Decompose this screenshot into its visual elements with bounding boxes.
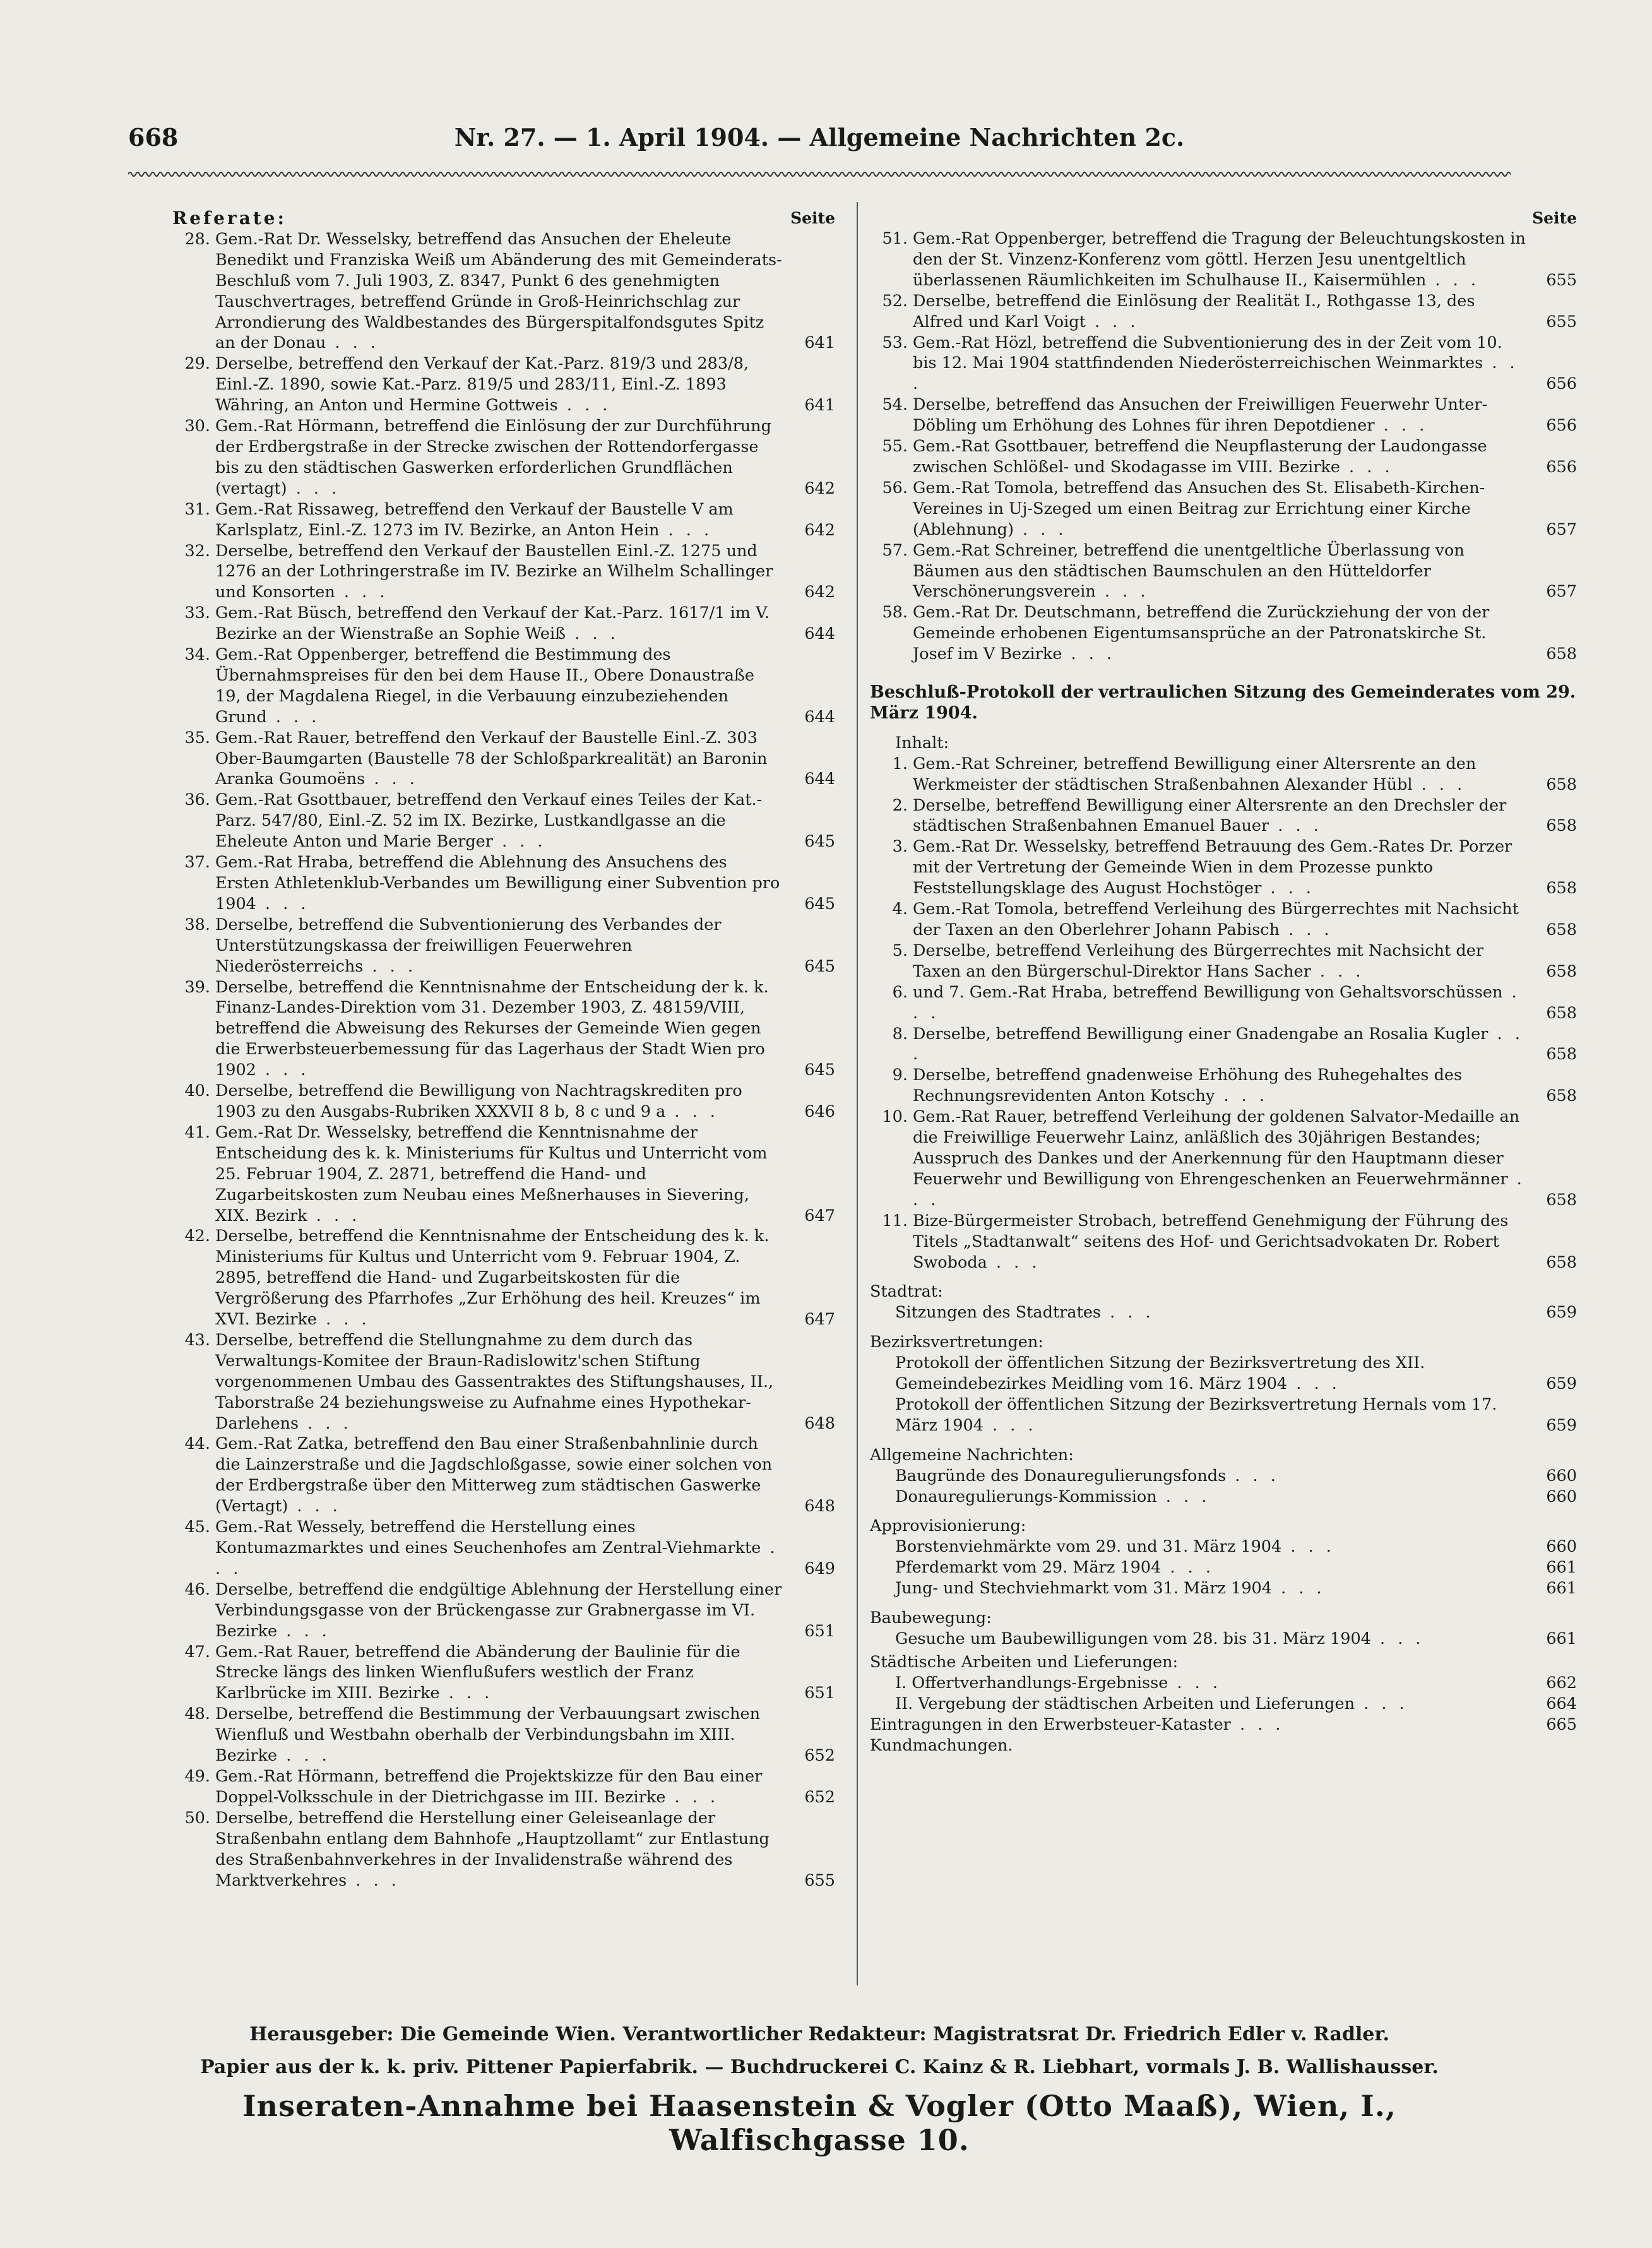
page-reference: 652 — [804, 1787, 835, 1807]
toc-entry — [172, 416, 835, 499]
toc-entry — [870, 291, 1577, 333]
toc-entry — [172, 354, 835, 416]
entry-text: Derselbe, betreffend den Verkauf der Baustellen Einl.-Z. 1275 und 1276 an der Lothringerstraße im IV. Bezirke an Wilhelm Schallinger und Konsorten — [215, 541, 773, 602]
leader-dots: . . . — [439, 1684, 494, 1703]
entry-text: Pferdemarkt vom 29. März 1904 — [895, 1558, 1162, 1578]
entry-text: und 7. Gem.-Rat Hraba, betreffend Bewilligung von Gehaltsvorschüssen — [913, 982, 1503, 1002]
page-reference: 658 — [1546, 1003, 1577, 1023]
toc-entry — [870, 602, 1577, 665]
entry-number: 4. — [892, 900, 908, 919]
page-reference: 656 — [1546, 416, 1577, 436]
entry-number: 39. — [184, 977, 210, 997]
leader-dots: . . . — [256, 1061, 310, 1080]
entry-number: 2. — [892, 795, 908, 815]
entry-number: 10. — [882, 1107, 908, 1127]
toc-entry — [172, 852, 835, 915]
leader-dots: . . . — [983, 1415, 1037, 1435]
entry-text: Donauregulierungs-Kommission — [895, 1487, 1157, 1506]
leader-dots: . . . — [1374, 416, 1429, 436]
entry-number: 53. — [882, 333, 908, 352]
toc-entry — [870, 229, 1577, 291]
tail-entry — [870, 1735, 1577, 1756]
page-reference: 648 — [804, 1497, 835, 1516]
page-reference: 651 — [804, 1684, 835, 1703]
page-reference: 651 — [804, 1621, 835, 1641]
page-reference: 644 — [804, 707, 835, 727]
toc-entry — [172, 1517, 835, 1579]
entry-text: Derselbe, betreffend die Stellungnahme zu dem durch das Verwaltungs-Komitee der Braun-Radislowitz'schen Stiftung vorgenommenen Umbau des Gassentraktes des Stiftungshauses, II., Taborstraße 24 beziehungsweise zu Aufnahme eines Hypothekar-Darlehens — [215, 1330, 774, 1433]
entry-number: 52. — [882, 291, 908, 311]
entry-text: Protokoll der öffentlichen Sitzung der Bezirksvertretung Hernals vom 17. März 1904 — [895, 1395, 1497, 1435]
entry-text: Kundmachungen. — [870, 1735, 1013, 1755]
leader-dots: . . . — [557, 396, 612, 415]
tail-entry — [870, 1715, 1577, 1735]
toc-entry — [172, 1642, 835, 1704]
toc-entry — [870, 333, 1577, 395]
entry-text: Protokoll der öffentlichen Sitzung der Bezirksvertretung des XII. Gemeindebezirkes Meidling vom 16. März 1904 — [895, 1353, 1425, 1394]
toc-entry — [172, 977, 835, 1081]
page-reference: 658 — [1546, 961, 1577, 981]
leader-dots: . . . — [665, 1787, 720, 1807]
page-reference: 647 — [804, 1206, 835, 1225]
entry-number: 9. — [892, 1066, 908, 1085]
entry-text: Gem.-Rat Hörmann, betreffend die Projektskizze für den Bau einer Doppel-Volksschule in der Dietrichgasse im III. Bezirke — [215, 1766, 763, 1807]
leader-dots: . . . — [987, 1252, 1041, 1272]
entry-number: 51. — [882, 229, 908, 248]
leader-dots: . . . — [1261, 879, 1315, 898]
page-reference: 646 — [804, 1102, 835, 1121]
leader-dots: . . . — [1287, 1374, 1341, 1394]
column-divider — [857, 202, 858, 1985]
entry-number: 57. — [882, 540, 908, 560]
entry-text: Gem.-Rat Hözl, betreffend die Subventionierung des in der Zeit vom 10. bis 12. Mai 1904 stattfindenden Niederösterreichischen Weinmarktes — [913, 333, 1502, 373]
leader-dots: . . . — [1412, 775, 1466, 794]
toc-entry — [172, 728, 835, 790]
page-reference: 641 — [804, 396, 835, 415]
entry-text: Eintragungen in den Erwerbsteuer-Kataster — [870, 1715, 1231, 1734]
entry-number: 1. — [892, 754, 908, 773]
toc-entry — [172, 229, 835, 354]
entry-number: 33. — [184, 604, 210, 623]
entry-text: Gem.-Rat Dr. Wesselsky, betreffend das Ansuchen der Eheleute Benedikt und Franziska Weiß um Abänderung des mit Gemeinderats-Beschluß vom 7. Juli 1903, Z. 8347, Punkt 6 des genehmigten Tauschvertrages, betreffend Gründe in Groß-Heinrichschlag zur Arrondierung des Waldbestandes des Bürgerspitalfondsgutes Spitz an der Donau — [215, 229, 782, 353]
protokoll-title: Beschluß-Protokoll der vertraulichen Sitzung des Gemeinderates vom 29. März 1904. — [870, 682, 1576, 723]
page-reference: 658 — [1546, 1252, 1577, 1272]
group-heading: Bezirksvertretungen: — [870, 1333, 1043, 1352]
page-reference: 658 — [1546, 775, 1577, 794]
entry-number: 3. — [892, 837, 908, 857]
entry-number: 31. — [184, 499, 210, 519]
leader-dots: . . . — [1230, 1715, 1285, 1734]
page-reference: 659 — [1546, 1303, 1577, 1323]
page-reference: 661 — [1546, 1579, 1577, 1598]
staedtische-heading: Städtische Arbeiten und Lieferungen: — [870, 1652, 1179, 1672]
group-entry — [870, 1395, 1577, 1436]
page-reference: 661 — [1546, 1558, 1577, 1578]
toc-entry — [172, 790, 835, 852]
entry-text: Derselbe, betreffend den Verkauf der Kat.-Parz. 819/3 und 283/8, Einl.-Z. 1890, sowie Kat.-Parz. 819/5 und 283/11, Einl.-Z. 1893 Währing, an Anton und Hermine Gottweis — [215, 354, 749, 415]
leader-dots: . . . — [1370, 1629, 1425, 1648]
footer-publisher: Herausgeber: Die Gemeinde Wien. Verantwortlicher Redakteur: Magistratsrat Dr. Friedrich Edler v. Radler. — [249, 2023, 1389, 2045]
staedtische-entry — [870, 1694, 1577, 1715]
referate-heading: Referate: — [172, 208, 287, 229]
page-title: Nr. 27. — 1. April 1904. — Allgemeine Nachrichten 2c. — [454, 123, 1185, 152]
page-reference: 656 — [1546, 457, 1577, 477]
leader-dots: . . . — [1426, 270, 1480, 290]
leader-dots: . . . — [1095, 582, 1150, 602]
toc-entry — [172, 1434, 835, 1517]
inhalt-entry — [870, 754, 1577, 795]
toc-entry — [870, 395, 1577, 436]
group-heading: Allgemeine Nachrichten: — [870, 1445, 1074, 1465]
entry-number: 35. — [184, 728, 210, 747]
group-entry — [870, 1557, 1577, 1578]
leader-dots: . . . — [256, 894, 310, 913]
leader-dots: . . . — [1101, 1303, 1155, 1323]
leader-dots: . . . — [659, 520, 713, 540]
toc-entry — [172, 1579, 835, 1642]
page-reference: 660 — [1546, 1466, 1577, 1485]
inhalt-label: Inhalt: — [895, 733, 949, 752]
page-reference: 645 — [804, 832, 835, 852]
page-reference: 662 — [1546, 1673, 1577, 1692]
entry-number: 40. — [184, 1081, 210, 1101]
page-reference: 644 — [804, 770, 835, 789]
entry-number: 28. — [184, 229, 210, 249]
entry-number: 29. — [184, 354, 210, 374]
toc-entry — [172, 1122, 835, 1227]
entry-text: Gem.-Rat Dr. Wesselsky, betreffend Betrauung des Gem.-Rates Dr. Porzer mit der Vertretung der Gemeinde Wien in dem Prozesse punkto Feststellungsklage des August Hochstöger — [913, 837, 1512, 898]
entry-text: Derselbe, betreffend gnadenweise Erhöhung des Ruhegehaltes des Rechnungsrevidenten Anton Kotschy — [913, 1066, 1463, 1106]
entry-number: 38. — [184, 915, 210, 934]
leader-dots: . . . — [665, 1102, 719, 1121]
entry-number: 41. — [184, 1122, 210, 1142]
left-column — [172, 208, 835, 1891]
page-reference: 658 — [1546, 879, 1577, 898]
leader-dots: . . . — [492, 832, 547, 852]
inhalt-entry — [870, 1211, 1577, 1273]
page-reference: 647 — [804, 1310, 835, 1329]
page-reference: 645 — [804, 956, 835, 976]
page-reference: 660 — [1546, 1487, 1577, 1506]
entry-number: 44. — [184, 1434, 210, 1454]
page-reference: 658 — [1546, 920, 1577, 939]
group-entry — [870, 1302, 1577, 1323]
toc-entry — [172, 915, 835, 977]
leader-dots: . . . — [287, 479, 341, 498]
entry-number: 8. — [892, 1024, 908, 1044]
page-reference: 641 — [804, 333, 835, 353]
entry-text: Gem.-Rat Dr. Deutschmann, betreffend die Zurückziehung der von der Gemeinde erhobenen Eigentumsansprüche an der Patronatskirche St. Josef im V Bezirke — [913, 603, 1490, 664]
entry-text: Derselbe, betreffend die Herstellung einer Geleiseanlage der Straßenbahn entlang dem Bahnhofe „Hauptzollamt“ zur Entlastung des Straßenbahnverkehres in der Invalidenstraße während des Marktverkehres — [215, 1808, 770, 1890]
entry-text: Derselbe, betreffend die Subventionierung des Verbandes der Unterstützungskassa der freiwilligen Feuerwehren Niederösterreichs — [215, 915, 722, 976]
entry-text: Derselbe, betreffend die Bewilligung von Nachtragskrediten pro 1903 zu den Ausgabs-Rubriken XXXVII 8 b, 8 c und 9 a — [215, 1081, 742, 1121]
entry-number: 47. — [184, 1642, 210, 1662]
toc-entry — [870, 436, 1577, 478]
page-reference: 656 — [1546, 374, 1577, 394]
toc-entry — [172, 541, 835, 604]
toc-entry — [172, 645, 835, 728]
inhalt-entry — [870, 836, 1577, 899]
page-reference: 658 — [1546, 1190, 1577, 1210]
leader-dots: . . . — [1168, 1673, 1221, 1692]
entry-text: Derselbe, betreffend die Kenntnisnahme der Entscheidung der k. k. Finanz-Landes-Direktion vom 31. Dezember 1903, Z. 48159/VIII, betreffend die Abweisung des Rekurses der Gemeinde Wien gegen die Erwerbsteuerbemessung für das Lagerhaus der Stadt Wien pro 1902 — [215, 977, 769, 1080]
leader-dots: . . . — [1269, 816, 1322, 836]
page-reference: 665 — [1546, 1715, 1577, 1734]
leader-dots: . . . — [1062, 645, 1116, 664]
page-reference: 655 — [804, 1870, 835, 1890]
leader-dots: . . . — [277, 1621, 331, 1641]
toc-entry — [172, 603, 835, 645]
entry-text: Gem.-Rat Tomola, betreffend Verleihung des Bürgerrechtes mit Nachsicht der Taxen an den Oberlehrer Johann Pabisch — [913, 900, 1519, 939]
leader-dots: . . . — [363, 956, 417, 976]
leader-dots: . . . — [913, 1024, 1524, 1064]
leader-dots: . . . — [347, 1870, 400, 1890]
entry-number: 54. — [882, 395, 908, 415]
entry-text: Gem.-Rat Oppenberger, betreffend die Tragung der Beleuchtungskosten in den der St. Vinzenz-Konferenz vom göttl. Herzen Jesu unentgeltlich überlassenen Räumlichkeiten im Schulhause II., Kaisermühlen — [913, 229, 1526, 290]
footer-advertising: Inseraten-Annahme bei Haasenstein & Vogler (Otto Maaß), Wien, I., Walfischgasse 10. — [242, 2089, 1396, 2157]
page-reference: 649 — [804, 1559, 835, 1578]
leader-dots: . . . — [299, 1413, 352, 1433]
group-heading: Stadtrat: — [870, 1282, 943, 1302]
leader-dots: . . . — [1013, 520, 1067, 539]
entry-number: 32. — [184, 541, 210, 561]
entry-number: 42. — [184, 1227, 210, 1246]
entry-text: Gem.-Rat Büsch, betreffend den Verkauf der Kat.-Parz. 1617/1 im V. Bezirke an der Wienstraße an Sophie Weiß — [215, 604, 770, 644]
page-reference: 645 — [804, 894, 835, 913]
inhalt-entry — [870, 941, 1577, 982]
leader-dots: . . . — [215, 1538, 779, 1578]
leader-dots: . . . — [1272, 1579, 1326, 1598]
entry-text: Gem.-Rat Dr. Wesselsky, betreffend die Kenntnisnahme der Entscheidung des k. k. Ministeriums für Kultus und Unterricht vom 25. Februar 1904, Z. 2871, betreffend die Hand- und Zugarbeitskosten zum Neubau eines Meßnerhauses in Sievering, XIX. Bezirk — [215, 1122, 768, 1225]
entry-number: 58. — [882, 603, 908, 622]
page-reference: 658 — [1546, 816, 1577, 836]
inhalt-entry — [870, 1107, 1577, 1211]
toc-entry — [870, 478, 1577, 540]
page-reference: 642 — [804, 583, 835, 602]
entry-number: 48. — [184, 1704, 210, 1724]
toc-entry — [172, 1226, 835, 1330]
leader-dots: . . . — [913, 1169, 1526, 1210]
group-entry — [870, 1466, 1577, 1487]
entry-text: Gem.-Rat Rauer, betreffend den Verkauf der Baustelle Einl.-Z. 303 Ober-Baumgarten (Baustelle 78 der Schloßparkrealität) an Baronin Aranka Goumoëns — [215, 728, 768, 789]
seite-label-right: Seite — [1532, 209, 1577, 227]
page-reference: 652 — [804, 1746, 835, 1766]
entry-text: Gem.-Rat Zatka, betreffend den Bau einer Straßenbahnlinie durch die Lainzerstraße und die Jagdschloßgasse, sowie einer solchen von der Erdbergstraße über den Mitterweg zum städtischen Gaswerke (Vertagt) — [215, 1434, 773, 1516]
entry-text: Derselbe, betreffend Verleihung des Bürgerrechtes mit Nachsicht der Taxen an den Bürgerschul-Direktor Hans Sacher — [913, 941, 1484, 981]
entry-text: Gem.-Rat Schreiner, betreffend Bewilligung einer Altersrente an den Werkmeister der städtischen Straßenbahnen Alexander Hübl — [913, 754, 1477, 794]
entry-text: Derselbe, betreffend das Ansuchen der Freiwilligen Feuerwehr Unter-Döbling um Erhöhung des Lohnes für ihren Depotdiener — [913, 395, 1488, 436]
entry-text: Gem.-Rat Gsottbauer, betreffend die Neupflasterung der Laudongasse zwischen Schlößel- und Skodagasse im VIII. Bezirke — [913, 437, 1487, 477]
leader-dots: . . . — [307, 1206, 361, 1225]
footer-printer: Papier aus der k. k. priv. Pittener Papierfabrik. — Buchdruckerei C. Kainz & R. Liebhart, vormals J. B. Wallishausser. — [200, 2056, 1439, 2078]
right-column — [870, 208, 1577, 1756]
entry-text: Sitzungen des Stadtrates — [895, 1303, 1102, 1323]
page-reference: 657 — [1546, 520, 1577, 539]
inhalt-entry — [870, 899, 1577, 941]
group-heading: Approvisionierung: — [870, 1516, 1026, 1536]
staedtische-entry — [870, 1673, 1577, 1694]
inhalt-entry — [870, 982, 1577, 1024]
entry-text: Gem.-Rat Oppenberger, betreffend die Bestimmung des Übernahmspreises für den bei dem Hause II., Obere Donaustraße 19, der Magdalena Riegel, in die Verbauung einzubeziehenden Grund — [215, 645, 755, 727]
page-reference: 660 — [1546, 1537, 1577, 1557]
leader-dots: . . . — [1355, 1694, 1408, 1713]
entry-text: Borstenviehmärkte vom 29. und 31. März 1904 — [895, 1537, 1282, 1557]
page-reference: 664 — [1546, 1694, 1577, 1713]
entry-text: I. Offertverhandlungs-Ergebnisse — [895, 1673, 1168, 1692]
entry-text: Gem.-Rat Wessely, betreffend die Herstellung eines Kontumazmarktes und eines Seuchenhofes am Zentral-Viehmarkte — [215, 1518, 761, 1557]
group-entry — [870, 1353, 1577, 1395]
seite-label-left: Seite — [790, 209, 835, 227]
entry-number: 37. — [184, 853, 210, 872]
group-entry — [870, 1537, 1577, 1557]
leader-dots: . . . — [277, 1746, 331, 1766]
inhalt-entry — [870, 1024, 1577, 1066]
page-reference: 658 — [1546, 645, 1577, 664]
entry-text: II. Vergebung der städtischen Arbeiten und Lieferungen — [895, 1694, 1355, 1713]
leader-dots: . . . — [1215, 1086, 1268, 1106]
wavy-rule — [128, 169, 1511, 179]
entry-number: 43. — [184, 1330, 210, 1350]
page-reference: 658 — [1546, 1086, 1577, 1106]
entry-number: 49. — [184, 1766, 210, 1786]
entry-text: Gesuche um Baubewilligungen vom 28. bis 31. März 1904 — [895, 1629, 1371, 1648]
page-reference: 657 — [1546, 582, 1577, 602]
leader-dots: . . . — [1280, 920, 1333, 939]
leader-dots: . . . — [1310, 961, 1365, 981]
leader-dots: . . . — [913, 982, 1521, 1023]
page-reference: 661 — [1546, 1629, 1577, 1648]
entry-text: Gem.-Rat Rauer, betreffend Verleihung der goldenen Salvator-Medaille an die Freiwillige Feuerwehr Lainz, anläßlich des 30jährigen Bestandes; Ausspruch des Dankes und der Anerkennung für den Hauptmann dieser Feuerwehr und Bewilligung von Ehrengeschenken an Feuerwehrmänner — [913, 1107, 1520, 1189]
leader-dots: . . . — [1156, 1487, 1211, 1506]
entry-text: Derselbe, betreffend Bewilligung einer Gnadengabe an Rosalia Kugler — [913, 1024, 1489, 1044]
entry-text: Gem.-Rat Tomola, betreffend das Ansuchen des St. Elisabeth-Kirchen-Vereines in Uj-Szeged um einen Beitrag zur Errichtung einer Kirche (Ablehnung) — [913, 478, 1485, 539]
entry-text: Derselbe, betreffend die Bestimmung der Verbauungsart zwischen Wienfluß und Westbahn oberhalb der Verbindungsbahn im XIII. Bezirke — [215, 1704, 761, 1766]
entry-number: 50. — [184, 1808, 210, 1828]
page-reference: 655 — [1546, 312, 1577, 331]
leader-dots: . . . — [1161, 1558, 1215, 1578]
leader-dots: . . . — [1226, 1466, 1280, 1485]
entry-number: 6. — [892, 982, 908, 1002]
entry-number: 45. — [184, 1518, 210, 1537]
leader-dots: . . . — [913, 354, 1519, 394]
entry-number: 46. — [184, 1579, 210, 1599]
leader-dots: . . . — [365, 770, 419, 789]
page-reference: 642 — [804, 479, 835, 498]
page-reference: 659 — [1546, 1415, 1577, 1435]
inhalt-entry — [870, 1065, 1577, 1107]
entry-number: 11. — [882, 1211, 908, 1230]
entry-text: Derselbe, betreffend die Einlösung der Realität I., Rothgasse 13, des Alfred und Karl Voigt — [913, 291, 1475, 331]
leader-dots: . . . — [1281, 1537, 1335, 1557]
inhalt-entry — [870, 795, 1577, 837]
toc-entry — [172, 1704, 835, 1766]
entry-text: Gem.-Rat Gsottbauer, betreffend den Verkauf eines Teiles der Kat.-Parz. 547/80, Einl.-Z. 52 im IX. Bezirke, Lustkandlgasse an die Eheleute Anton und Marie Berger — [215, 790, 763, 852]
toc-entry — [172, 1766, 835, 1808]
entry-text: Bize-Bürgermeister Strobach, betreffend Genehmigung der Führung des Titels „Stadtanwalt“ seitens des Hof- und Gerichtsadvokaten Dr. Robert Swoboda — [913, 1211, 1509, 1272]
entry-number: 34. — [184, 645, 210, 665]
page-reference: 659 — [1546, 1374, 1577, 1394]
entry-text: Derselbe, betreffend Bewilligung einer Altersrente an den Drechsler der städtischen Straßenbahnen Emanuel Bauer — [913, 795, 1507, 836]
footer — [128, 2023, 1511, 2157]
entry-text: Gem.-Rat Schreiner, betreffend die unentgeltliche Überlassung von Bäumen aus den städtischen Baumschulen an den Hütteldorfer Verschönerungsverein — [913, 540, 1465, 602]
group-heading: Baubewegung: — [870, 1609, 992, 1628]
group-entry — [870, 1629, 1577, 1650]
leader-dots: . . . — [288, 1497, 342, 1516]
toc-entry — [870, 540, 1577, 603]
entry-text: Gem.-Rat Rissaweg, betreffend den Verkauf der Baustelle V am Karlsplatz, Einl.-Z. 1273 im IV. Bezirke, an Anton Hein — [215, 499, 734, 540]
entry-number: 36. — [184, 790, 210, 810]
page-reference: 648 — [804, 1413, 835, 1433]
page-number: 668 — [128, 123, 179, 152]
page-reference: 655 — [1546, 270, 1577, 290]
entry-text: Derselbe, betreffend die Kenntnisnahme der Entscheidung des k. k. Ministeriums für Kultus und Unterricht vom 9. Februar 1904, Z. 2895, betreffend die Hand- und Zugarbeitskosten für die Vergrößerung des Pfarrhofes „Zur Erhöhung des heil. Kreuzes“ im XVI. Bezirke — [215, 1227, 770, 1329]
leader-dots: . . . — [1340, 457, 1394, 477]
entry-number: 30. — [184, 417, 210, 436]
page-reference: 644 — [804, 624, 835, 644]
page-header — [128, 123, 1511, 161]
entry-number: 5. — [892, 941, 908, 960]
entry-number: 55. — [882, 437, 908, 456]
leader-dots: . . . — [317, 1310, 371, 1329]
leader-dots: . . . — [566, 624, 619, 644]
group-entry — [870, 1578, 1577, 1599]
toc-entry — [172, 1081, 835, 1122]
leader-dots: . . . — [266, 707, 321, 727]
entry-number: 56. — [882, 478, 908, 497]
entry-text: Baugründe des Donauregulierungsfonds — [895, 1466, 1227, 1485]
leader-dots: . . . — [326, 333, 379, 353]
toc-entry — [172, 1330, 835, 1434]
leader-dots: . . . — [1085, 312, 1139, 331]
page-reference: 658 — [1546, 1045, 1577, 1064]
entry-text: Derselbe, betreffend die endgültige Ablehnung der Herstellung einer Verbindungsgasse von der Brückengasse zur Grabnergasse im VI. Bezirke — [215, 1579, 782, 1641]
toc-entry — [172, 499, 835, 541]
group-entry — [870, 1487, 1577, 1508]
entry-text: Gem.-Rat Hraba, betreffend die Ablehnung des Ansuchens des Ersten Athletenklub-Verbandes um Bewilligung einer Subvention pro 1904 — [215, 853, 780, 913]
page-reference: 645 — [804, 1061, 835, 1080]
entry-text: Jung- und Stechviehmarkt vom 31. März 1904 — [895, 1579, 1272, 1598]
leader-dots: . . . — [335, 583, 389, 602]
toc-entry — [172, 1808, 835, 1891]
entry-text: Gem.-Rat Rauer, betreffend die Abänderung der Baulinie für die Strecke längs des linken Wienflußufers westlich der Franz Karlbrücke im XIII. Bezirke — [215, 1642, 740, 1703]
entry-text: Gem.-Rat Hörmann, betreffend die Einlösung der zur Durchführung der Erdbergstraße in der Strecke zwischen der Rottendorfergasse bis zu den städtischen Gaswerken erforderlichen Grundflächen (vertagt) — [215, 417, 771, 498]
page-reference: 642 — [804, 520, 835, 540]
